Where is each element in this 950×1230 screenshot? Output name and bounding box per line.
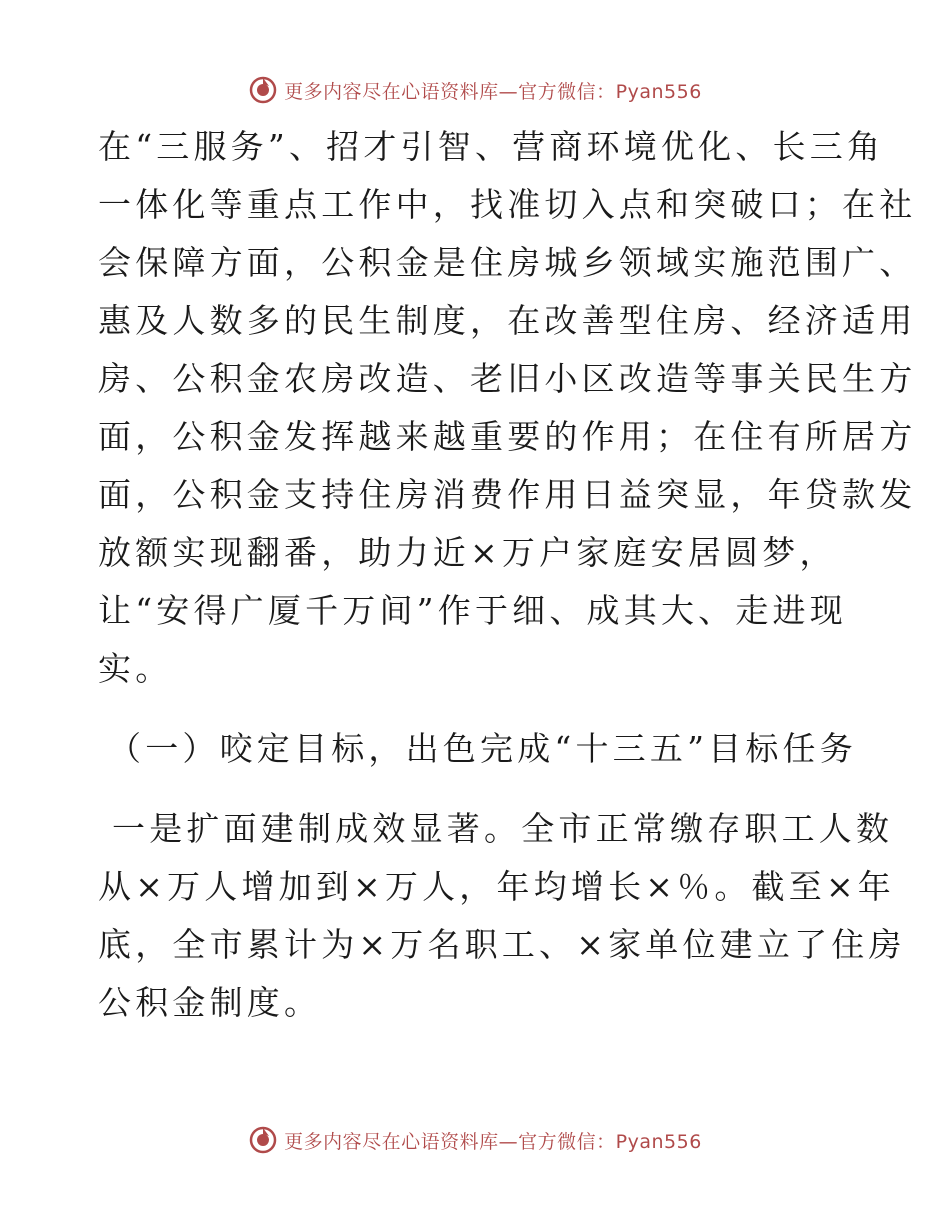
text-line: 房、公积金农房改造、老旧小区改造等事关民生方 [98, 359, 917, 398]
text-line: 一是扩面建制成效显著。全市正常缴存职工人数 [112, 809, 894, 848]
text-line: 会保障方面，公积金是住房城乡领域实施范围广、 [98, 243, 917, 282]
text-line: 从×万人增加到×万人，年均增长×％。截至×年 [98, 867, 896, 906]
watermark-text: 更多内容尽在心语资料库—官方微信：Pyan556 [284, 80, 702, 103]
footer-watermark [0, 1120, 950, 1160]
text-line: 面，公积金发挥越来越重要的作用；在住有所居方 [98, 417, 917, 456]
watermark-logo-icon [248, 75, 278, 105]
paragraph-expansion [98, 800, 906, 1032]
watermark-logo-icon [248, 1125, 278, 1155]
section-heading: （一）咬定目标，出色完成“十三五”目标任务 [108, 729, 857, 768]
text-line: 惠及人数多的民生制度，在改善型住房、经济适用 [98, 301, 917, 340]
text-line: 公积金制度。 [98, 983, 322, 1022]
text-line: 一体化等重点工作中，找准切入点和突破口；在社 [98, 185, 917, 224]
text-line: 让“安得广厦千万间”作于细、成其大、走进现 [98, 591, 847, 630]
text-line: 面，公积金支持住房消费作用日益突显，年贷款发 [98, 475, 917, 514]
document-body [98, 118, 917, 1032]
text-line: 放额实现翻番，助力近×万户家庭安居圆梦， [98, 533, 837, 572]
paragraph-continuation [98, 118, 917, 698]
text-line: 实。 [98, 649, 173, 688]
text-line: 在“三服务”、招才引智、营商环境优化、长三角 [98, 127, 885, 166]
text-line: 底，全市累计为×万名职工、×家单位建立了住房 [98, 925, 906, 964]
watermark-text: 更多内容尽在心语资料库—官方微信：Pyan556 [284, 1130, 702, 1153]
header-watermark [0, 70, 950, 110]
